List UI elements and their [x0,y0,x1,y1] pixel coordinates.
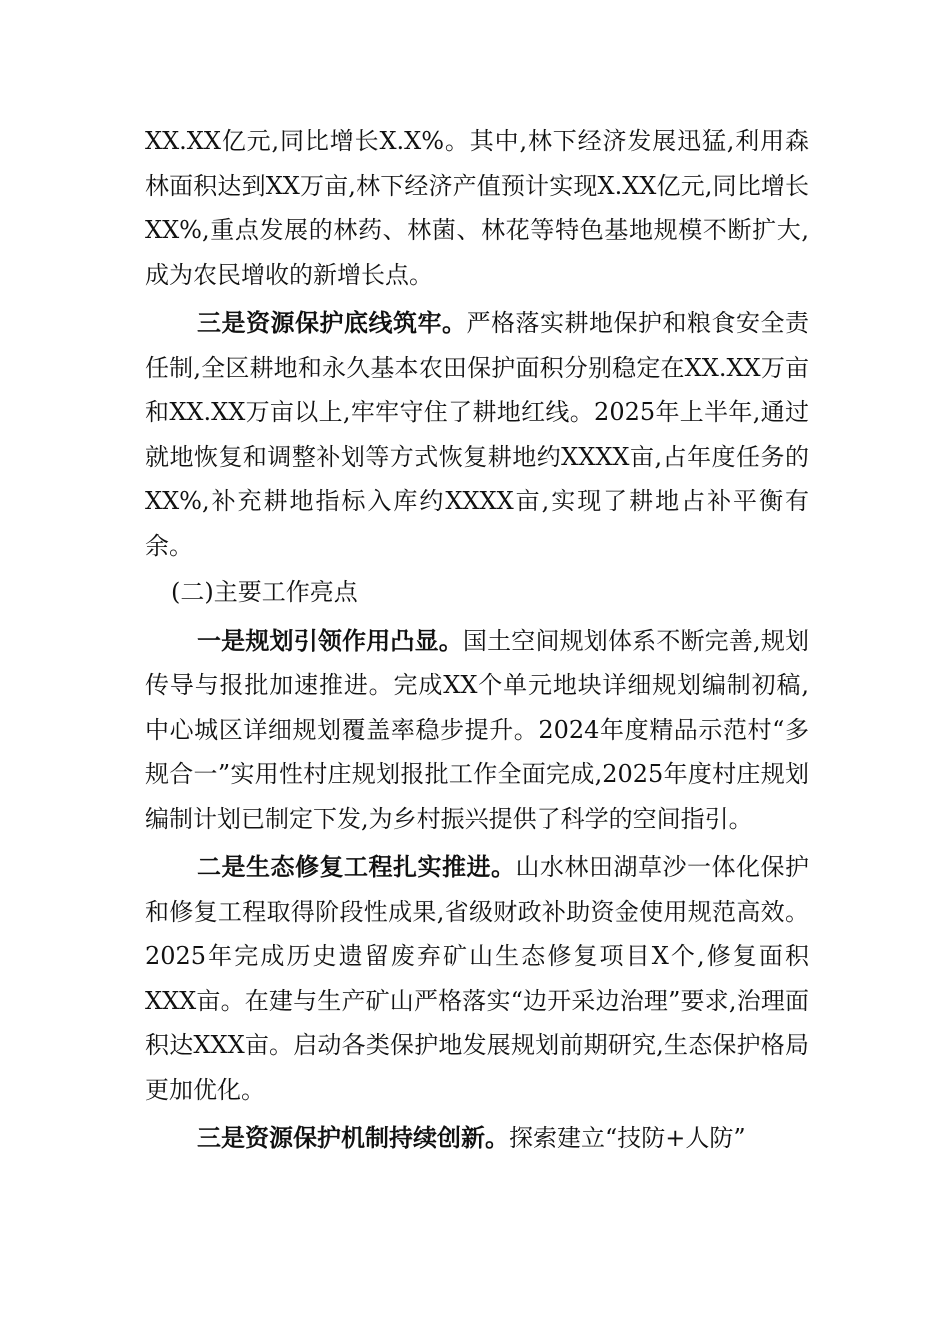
paragraph-text: 探索建立“技防+人防” [509,1124,746,1152]
paragraph-lead: 二是生态修复工程扎实推进。 [197,852,516,881]
document-body [145,119,809,1161]
paragraph-ecological-restoration [145,845,809,1112]
paragraph-text: XX.XX亿元,同比增长X.X%。其中,林下经济发展迅猛,利用森林面积达到XX万亩,林下经济产值预计实现X.XX亿元,同比增长XX%,重点发展的林药、林菌、林花等特色基地规模不断扩大,成为农民增收的新增长点。 [145,127,809,289]
paragraph-resource-protection-bottom-line [145,301,809,568]
paragraph-text: 山水林田湖草沙一体化保护和修复工程取得阶段性成果,省级财政补助资金使用规范高效。2025年完成历史遗留废弃矿山生态修复项目X个,修复面积XXX亩。在建与生产矿山严格落实“边开采边治理”要求,治理面积达XXX亩。启动各类保护地发展规划前期研究,生态保护格局更加优化。 [145,853,809,1104]
paragraph-planning-leadership [145,619,809,842]
paragraph-lead: 一是规划引领作用凸显。 [197,625,463,655]
paragraph-text: 严格落实耕地保护和粮食安全责任制,全区耕地和永久基本农田保护面积分别稳定在XX.XX万亩和XX.XX万亩以上,牢牢守住了耕地红线。2025年上半年,通过就地恢复和调整补划等方式恢复耕地约XXXX亩,占年度任务的XX%,补充耕地指标入库约XXXX亩,实现了耕地占补平衡有余。 [145,309,809,560]
paragraph-continuation [145,119,809,297]
paragraph-text: 国土空间规划体系不断完善,规划传导与报批加速推进。完成XX个单元地块详细规划编制初稿,中心城区详细规划覆盖率稳步提升。2024年度精品示范村“多规合一”实用性村庄规划报批工作全面完成,2025年度村庄规划编制计划已制定下发,为乡村振兴提供了科学的空间指引。 [145,626,809,833]
paragraph-lead: 三是资源保护底线筑牢。 [197,308,467,337]
paragraph-lead: 三是资源保护机制持续创新。 [197,1123,509,1152]
paragraph-protection-mechanism-innovation [145,1116,809,1161]
section-heading: (二)主要工作亮点 [171,578,358,606]
